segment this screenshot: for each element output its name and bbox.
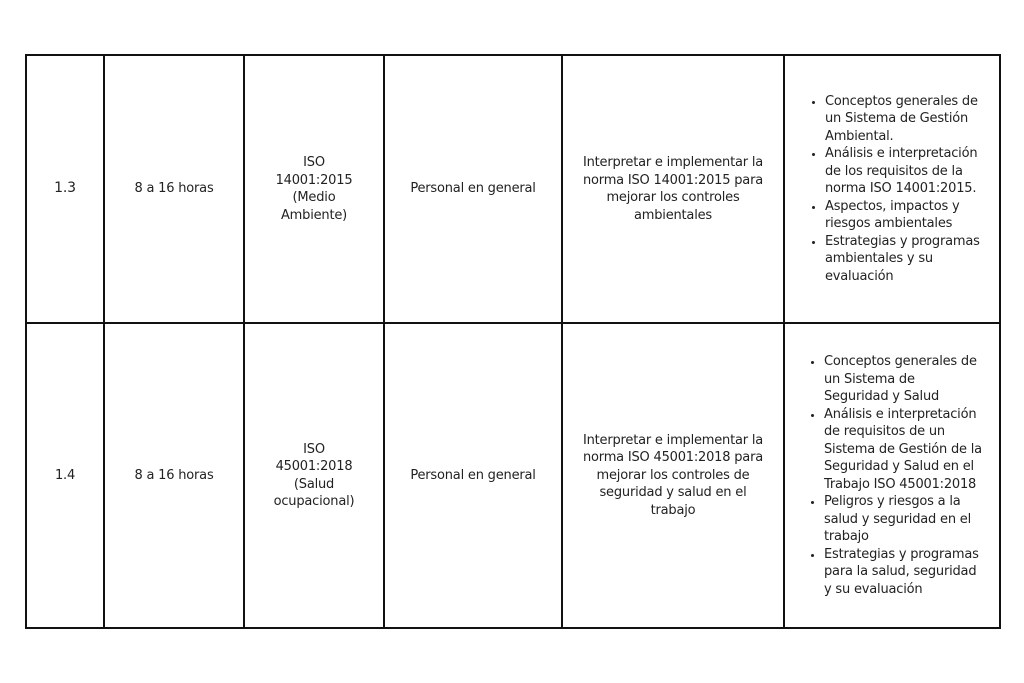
course-standard: [244, 323, 384, 628]
course-audience: Personal en general: [384, 55, 562, 323]
course-topics: [784, 323, 1000, 628]
course-objective-text: Interpretar e implementar la norma ISO 14001:2015 para mejorar los controles ambientales: [582, 155, 764, 223]
course-audience: Personal en general: [384, 323, 562, 628]
list-item: • Peligros y riesgos a la salud y seguridad en el trabajo: [824, 493, 983, 546]
course-objective: [562, 323, 784, 628]
table-row: [26, 55, 1000, 323]
list-item: • Aspectos, impactos y riesgos ambientales: [825, 198, 983, 233]
course-objective-text: Interpretar e implementar la norma ISO 45001:2018 para mejorar los controles de seguridad y salud en el trabajo: [582, 432, 764, 518]
topics-list: [793, 353, 983, 598]
course-standard: [244, 55, 384, 323]
list-item: • Estrategias y programas ambientales y su evaluación: [825, 233, 983, 286]
course-standard-text: ISO 45001:2018 (Salud ocupacional): [273, 441, 355, 509]
list-item: • Conceptos generales de un Sistema de Seguridad y Salud: [824, 353, 983, 406]
course-duration: 8 a 16 horas: [104, 55, 244, 323]
course-objective: [562, 55, 784, 323]
course-id: 1.3: [26, 55, 104, 323]
list-item: • Conceptos generales de un Sistema de Gestión Ambiental.: [825, 93, 983, 146]
topics-list: [793, 93, 983, 286]
list-item: • Análisis e interpretación de requisitos de un Sistema de Gestión de la Seguridad y Salud en el Trabajo ISO 45001:2018: [824, 406, 983, 494]
course-topics: [784, 55, 1000, 323]
course-duration: 8 a 16 horas: [104, 323, 244, 628]
table-row: [26, 323, 1000, 628]
course-standard-text: ISO 14001:2015 (Medio Ambiente): [275, 155, 353, 223]
course-id: 1.4: [26, 323, 104, 628]
list-item: • Análisis e interpretación de los requisitos de la norma ISO 14001:2015.: [825, 145, 983, 198]
course-table: [25, 54, 1001, 629]
list-item: • Estrategias y programas para la salud, seguridad y su evaluación: [824, 546, 983, 599]
